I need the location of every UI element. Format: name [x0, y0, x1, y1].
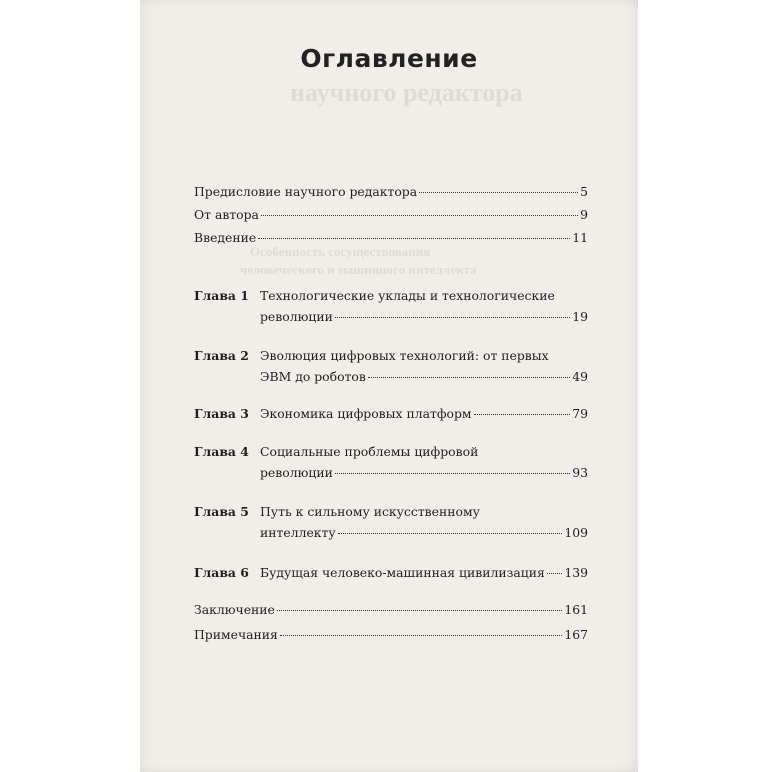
- toc-entry[interactable]: [260, 562, 588, 584]
- toc-entry[interactable]: [194, 599, 588, 621]
- toc-page-number: 19: [572, 309, 588, 324]
- chapter-label: Глава 4: [194, 444, 249, 459]
- toc-page-number: 9: [580, 207, 588, 222]
- toc-entry-label: Заключение: [194, 602, 275, 617]
- chapter-title-line: Социальные проблемы цифровой: [260, 444, 479, 459]
- dot-leader: [335, 303, 570, 318]
- chapter-title-line: Путь к сильному искусственному: [260, 504, 480, 519]
- chapter-label: Глава 6: [194, 565, 249, 580]
- chapter-label: Глава 5: [194, 504, 249, 519]
- toc-entry-label: От автора: [194, 207, 259, 222]
- dot-leader: [338, 519, 563, 534]
- chapter-label: Глава 1: [194, 288, 249, 303]
- toc-entry[interactable]: [194, 204, 588, 226]
- toc-entry[interactable]: [260, 522, 588, 544]
- toc-page-number: 11: [572, 230, 588, 245]
- toc-page-number: 167: [564, 627, 588, 642]
- toc-entry[interactable]: [260, 403, 588, 425]
- toc-entry[interactable]: [260, 366, 588, 388]
- toc-entry-label: Предисловие научного редактора: [194, 184, 418, 199]
- toc-page-number: 93: [572, 465, 588, 480]
- toc-page-number: 49: [572, 369, 588, 384]
- toc-page-number: 5: [580, 184, 588, 199]
- dot-leader: [277, 596, 562, 611]
- page-title: Оглавление: [300, 44, 478, 73]
- chapter-title-line: ЭВМ до роботов: [260, 369, 366, 384]
- chapter-title-line: Эволюция цифровых технологий: от первых: [260, 348, 549, 363]
- dot-leader: [547, 559, 563, 574]
- toc-entry[interactable]: [194, 624, 588, 646]
- chapter-label: Глава 3: [194, 406, 249, 421]
- toc-entry[interactable]: [194, 181, 588, 203]
- toc-entry[interactable]: [194, 227, 588, 249]
- show-through-text: научного редактора: [290, 78, 523, 107]
- toc-entry-label: Примечания: [194, 627, 278, 642]
- toc-entry[interactable]: [260, 462, 588, 484]
- toc-entry[interactable]: [260, 306, 588, 328]
- dot-leader: [258, 224, 570, 239]
- book-page: [140, 0, 638, 772]
- toc-page-number: 79: [572, 406, 588, 421]
- dot-leader: [474, 400, 571, 415]
- chapter-title-line: Будущая человеко-машинная цивилизация: [260, 565, 545, 580]
- chapter-title-line: революции: [260, 309, 333, 324]
- toc-page-number: 109: [564, 525, 588, 540]
- chapter-title-line: Экономика цифровых платформ: [260, 406, 472, 421]
- chapter-title-line: интеллекту: [260, 525, 336, 540]
- toc-page-number: 139: [564, 565, 588, 580]
- show-through-text: Особенность сосуществования: [250, 244, 431, 259]
- chapter-title-line: Технологические уклады и технологические: [260, 288, 555, 303]
- dot-leader: [419, 178, 578, 193]
- toc-page-number: 161: [564, 602, 588, 617]
- dot-leader: [368, 363, 570, 378]
- dot-leader: [261, 201, 578, 216]
- toc-entry-label: Введение: [194, 230, 257, 245]
- chapter-label: Глава 2: [194, 348, 249, 363]
- chapter-title-line: революции: [260, 465, 333, 480]
- dot-leader: [335, 459, 570, 474]
- show-through-text: человеческого и машинного интеллекта: [240, 262, 477, 277]
- dot-leader: [280, 621, 562, 636]
